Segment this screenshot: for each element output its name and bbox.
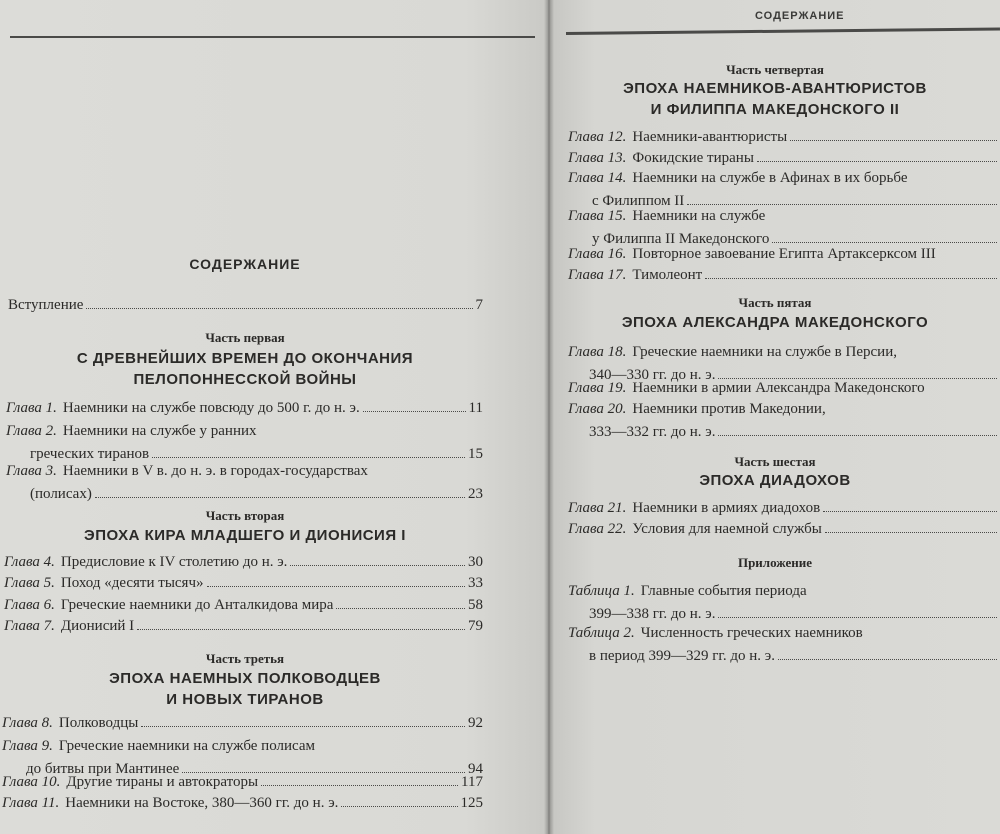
dot-leader: [363, 411, 466, 412]
toc-entry-ch21[interactable]: [568, 497, 1000, 520]
page-number: 33: [468, 575, 483, 591]
chapter-label: Глава 17.: [568, 267, 627, 283]
entry-text: Условия для наемной службы: [632, 521, 822, 537]
entry-text: Полководцы: [58, 715, 139, 731]
part-title: [0, 525, 490, 546]
dot-leader: [137, 629, 465, 630]
entry-text: Наемники на службе в Афинах в их борьбе: [632, 170, 908, 186]
chapter-label: Глава 5.: [4, 575, 55, 591]
chapter-label: Глава 3.: [6, 463, 57, 479]
page-number: 92: [468, 715, 483, 731]
page-number: 30: [468, 554, 483, 570]
dot-leader: [705, 278, 997, 279]
part-title: [0, 668, 490, 710]
chapter-label: Глава 2.: [6, 423, 57, 439]
dot-leader: [823, 511, 997, 512]
toc-entry-ch12[interactable]: [568, 126, 1000, 149]
chapter-label: Глава 7.: [4, 618, 55, 634]
part-heading: Часть третья: [205, 651, 285, 666]
book-gutter: [544, 0, 554, 834]
dot-leader: [152, 457, 465, 458]
entry-text: Вступление: [8, 297, 84, 313]
entry-text: Повторное завоевание Египта Артаксерксом III: [632, 246, 936, 262]
entry-text-continued: 333—332 гг. до н. э.: [589, 424, 716, 440]
toc-entry-ch6[interactable]: [4, 594, 483, 617]
dot-leader: [757, 161, 997, 162]
part-title-line: ЭПОХА НАЕМНЫХ ПОЛКОВОДЦЕВ: [109, 670, 381, 687]
entry-text: Наемники на службе: [632, 208, 766, 224]
part-title-line: ЭПОХА НАЕМНИКОВ-АВАНТЮРИСТОВ: [623, 80, 927, 97]
chapter-label: Глава 21.: [568, 500, 627, 516]
toc-entry-table2[interactable]: [568, 622, 1000, 668]
toc-entry-ch4[interactable]: [4, 551, 483, 574]
entry-text: Наемники в армии Александра Македонского: [632, 380, 925, 396]
entry-text-continued: 340—330 гг. до н. э.: [589, 367, 716, 383]
entry-text: Наемники на Востоке, 380—360 гг. до н. э.: [65, 795, 339, 811]
dot-leader: [790, 140, 997, 141]
dot-leader: [141, 726, 465, 727]
toc-title: СОДЕРЖАНИЕ: [189, 256, 301, 272]
chapter-label: Глава 6.: [4, 597, 55, 613]
page-number: 117: [461, 774, 483, 790]
page-number: 58: [468, 597, 483, 613]
entry-text: Главные события периода: [640, 583, 807, 599]
part-heading: Часть вторая: [205, 508, 285, 523]
toc-entry-ch11[interactable]: [2, 792, 483, 815]
entry-text: Другие тираны и автократоры: [66, 774, 259, 790]
entry-text-continued: греческих тиранов: [30, 446, 150, 462]
page-number: 7: [475, 297, 483, 313]
toc-entry-ch8[interactable]: [2, 712, 483, 735]
entry-text-continued: 399—338 гг. до н. э.: [589, 606, 716, 622]
table-label: Таблица 2.: [568, 625, 635, 641]
appendix-heading: Приложение: [737, 555, 813, 570]
toc-entry-ch17[interactable]: [568, 264, 1000, 287]
chapter-label: Глава 13.: [568, 150, 627, 166]
part-heading: Часть первая: [205, 330, 285, 345]
entry-text: Греческие наемники до Анталкидова мира: [60, 597, 334, 613]
chapter-label: Глава 19.: [568, 380, 627, 396]
chapter-label: Глава 20.: [568, 401, 627, 417]
chapter-label: Глава 9.: [2, 738, 53, 754]
entry-text: Греческие наемники на службе в Персии,: [632, 344, 897, 360]
toc-entry-ch22[interactable]: [568, 518, 1000, 541]
entry-text: Наемники против Македонии,: [632, 401, 826, 417]
page-number: 11: [468, 400, 483, 416]
entry-text: Предисловие к IV столетию до н. э.: [60, 554, 288, 570]
part-title-line: ЭПОХА АЛЕКСАНДРА МАКЕДОНСКОГО: [621, 314, 929, 331]
dot-leader: [718, 435, 997, 436]
entry-text-continued: (полисах): [30, 486, 92, 502]
entry-text-continued: с Филиппом II: [592, 193, 685, 209]
entry-text: Греческие наемники на службе полисам: [58, 738, 316, 754]
chapter-label: Глава 8.: [2, 715, 53, 731]
part-title: [550, 78, 1000, 120]
toc-entry-ch1[interactable]: [6, 397, 483, 420]
entry-text: Наемники в V в. до н. э. в городах-государствах: [62, 463, 368, 479]
dot-leader: [778, 659, 997, 660]
chapter-label: Глава 22.: [568, 521, 627, 537]
entry-text-continued: до битвы при Мантинее: [26, 761, 180, 777]
toc-entry-ch7[interactable]: [4, 615, 483, 638]
part-title: [550, 312, 1000, 333]
entry-text: Численность греческих наемников: [640, 625, 863, 641]
entry-text: Дионисий I: [60, 618, 135, 634]
page-number: 79: [468, 618, 483, 634]
chapter-label: Глава 16.: [568, 246, 627, 262]
entry-text-continued: в период 399—329 гг. до н. э.: [589, 648, 775, 664]
entry-text-continued: у Филиппа II Македонского: [592, 231, 770, 247]
chapter-label: Глава 14.: [568, 170, 627, 186]
chapter-label: Глава 12.: [568, 129, 627, 145]
page-number: 94: [468, 761, 483, 777]
running-head: СОДЕРЖАНИЕ: [755, 10, 845, 22]
dot-leader: [336, 608, 465, 609]
chapter-label: Глава 10.: [2, 774, 61, 790]
header-rule: [566, 27, 1000, 35]
toc-entry-table1[interactable]: [568, 580, 1000, 626]
entry-text: Наемники на службе повсюду до 500 г. до н. э.: [62, 400, 360, 416]
part-title-line: ЭПОХА ДИАДОХОВ: [699, 472, 851, 489]
entry-text: Наемники в армиях диадохов: [632, 500, 821, 516]
chapter-label: Глава 4.: [4, 554, 55, 570]
header-rule: [10, 36, 535, 38]
page-number: 125: [460, 795, 483, 811]
entry-text: Фокидские тираны: [632, 150, 754, 166]
toc-entry-ch16[interactable]: [568, 243, 1000, 266]
dot-leader: [261, 785, 458, 786]
entry-text: Поход «десяти тысяч»: [60, 575, 204, 591]
part-heading: Часть шестая: [734, 454, 816, 469]
part-heading: Часть пятая: [738, 295, 812, 310]
entry-text: Наемники-авантюристы: [632, 129, 788, 145]
table-label: Таблица 1.: [568, 583, 635, 599]
toc-entry-ch5[interactable]: [4, 572, 483, 595]
part-title-line: С ДРЕВНЕЙШИХ ВРЕМЕН ДО ОКОНЧАНИЯ: [76, 350, 414, 367]
page-number: 23: [468, 486, 483, 502]
dot-leader: [825, 532, 997, 533]
chapter-label: Глава 18.: [568, 344, 627, 360]
chapter-label: Глава 1.: [6, 400, 57, 416]
dot-leader: [207, 586, 466, 587]
page-number: 15: [468, 446, 483, 462]
part-title: [0, 348, 490, 390]
part-title-line: И ФИЛИППА МАКЕДОНСКОГО II: [650, 101, 900, 118]
part-title: [550, 470, 1000, 491]
dot-leader: [718, 617, 997, 618]
part-title-line: И НОВЫХ ТИРАНОВ: [166, 691, 324, 708]
dot-leader: [290, 565, 465, 566]
toc-entry-ch19[interactable]: [568, 377, 1000, 400]
toc-entry-ch10[interactable]: [2, 771, 483, 794]
toc-entry-ch20[interactable]: [568, 398, 1000, 444]
toc-entry-ch3[interactable]: [6, 460, 483, 506]
dot-leader: [95, 497, 465, 498]
chapter-label: Глава 11.: [2, 795, 60, 811]
chapter-label: Глава 15.: [568, 208, 627, 224]
right-page: [550, 0, 1000, 834]
part-title-line: ЭПОХА КИРА МЛАДШЕГО И ДИОНИСИЯ I: [84, 527, 406, 544]
dot-leader: [86, 308, 472, 309]
entry-text: Наемники на службе у ранних: [62, 423, 257, 439]
part-heading: Часть четвертая: [726, 62, 824, 77]
entry-text: Тимолеонт: [632, 267, 703, 283]
dot-leader: [341, 806, 457, 807]
part-title-line: ПЕЛОПОННЕССКОЙ ВОЙНЫ: [133, 371, 357, 388]
toc-entry-intro[interactable]: [8, 294, 483, 317]
